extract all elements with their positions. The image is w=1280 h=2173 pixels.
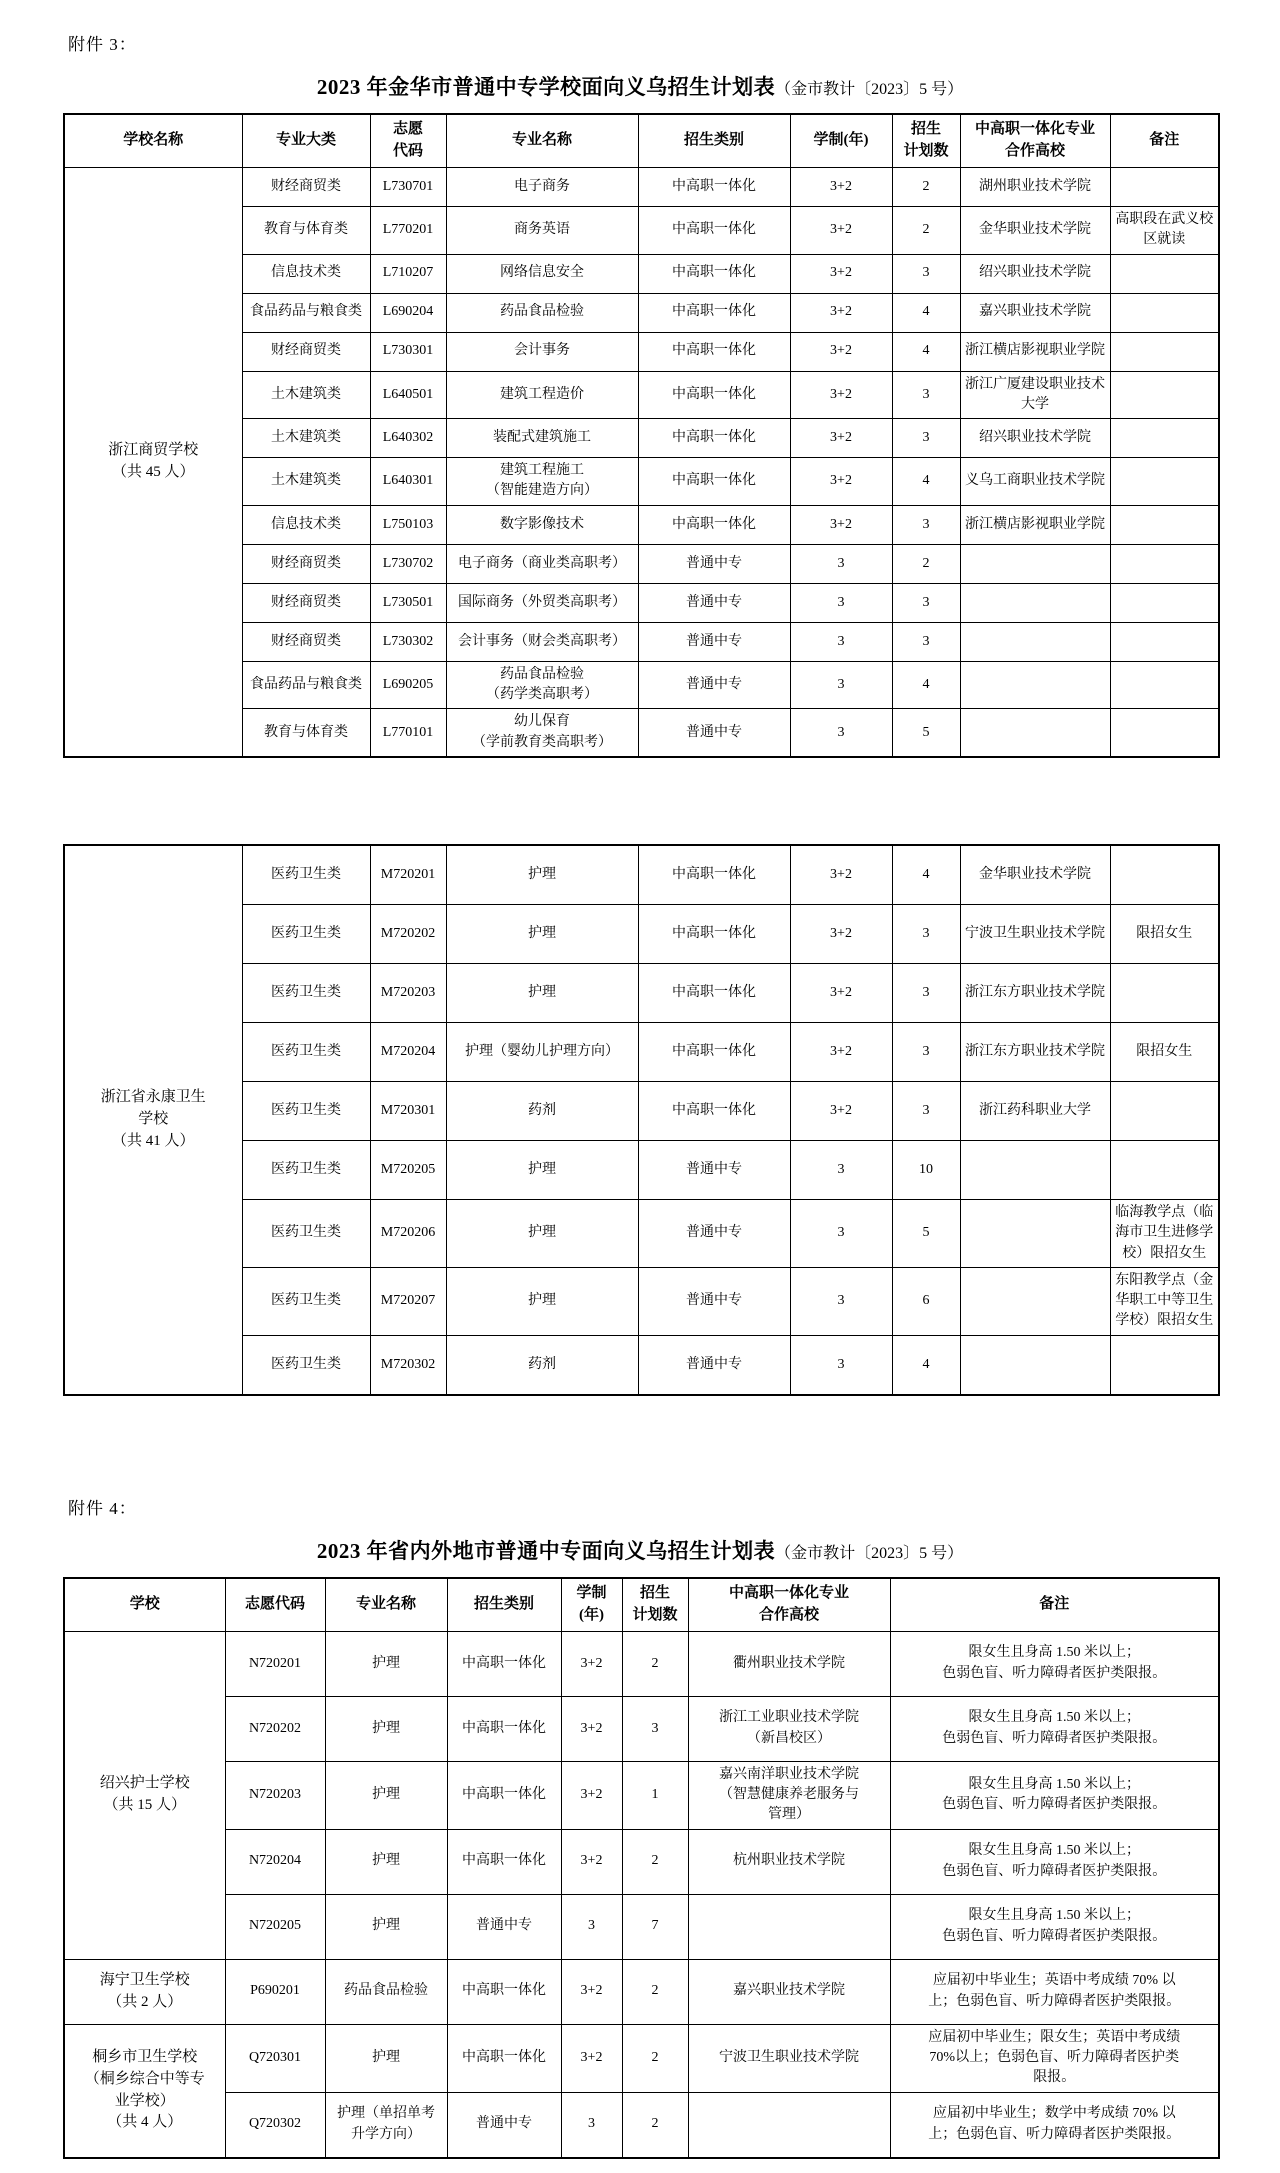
- quota-cell: 3: [892, 419, 960, 458]
- column-header: 学校: [64, 1578, 225, 1632]
- attachment4-label: 附件 4：: [68, 1498, 137, 1518]
- remark-cell: 应届初中毕业生；英语中考成绩 70% 以 上；色弱色盲、听力障碍者医护类限报。: [890, 1959, 1219, 2024]
- table-row: [64, 2092, 1219, 2158]
- duration-cell: 3: [790, 583, 892, 622]
- college-cell: [960, 583, 1110, 622]
- remark-cell: 限女生且身高 1.50 米以上； 色弱色盲、听力障碍者医护类限报。: [890, 1829, 1219, 1894]
- major-cell: 护理: [325, 1761, 447, 1829]
- major-cell: 国际商务（外贸类高职考）: [446, 583, 638, 622]
- enroll-type-cell: 中高职一体化: [447, 1631, 561, 1696]
- duration-cell: 3+2: [790, 254, 892, 293]
- category-cell: 土木建筑类: [242, 419, 370, 458]
- jinhua-plan-table-part1: [63, 113, 1220, 758]
- enroll-type-cell: 普通中专: [638, 1199, 790, 1267]
- duration-cell: 3+2: [561, 1959, 622, 2024]
- major-cell: 护理: [446, 845, 638, 905]
- quota-cell: 2: [892, 207, 960, 255]
- column-header: 备注: [890, 1578, 1219, 1632]
- code-cell: M720201: [370, 845, 446, 905]
- attachment3-title: [0, 71, 1280, 101]
- remark-cell: [1110, 1335, 1219, 1395]
- code-cell: M720206: [370, 1199, 446, 1267]
- remark-cell: [1110, 254, 1219, 293]
- college-cell: 浙江东方职业技术学院: [960, 963, 1110, 1022]
- quota-cell: 3: [892, 1022, 960, 1081]
- enroll-type-cell: 普通中专: [638, 1267, 790, 1335]
- major-cell: 会计事务（财会类高职考）: [446, 622, 638, 661]
- attachment4-title-text: 2023 年省内外地市普通中专面向义乌招生计划表: [316, 1538, 776, 1563]
- college-cell: 杭州职业技术学院: [688, 1829, 890, 1894]
- code-cell: M720207: [370, 1267, 446, 1335]
- duration-cell: 3: [790, 1335, 892, 1395]
- duration-cell: 3: [561, 2092, 622, 2158]
- enroll-type-cell: 中高职一体化: [638, 371, 790, 419]
- remark-cell: [1110, 661, 1219, 709]
- major-cell: 商务英语: [446, 207, 638, 255]
- jinhua-plan-table-part2: [63, 844, 1220, 1396]
- code-cell: N720201: [225, 1631, 325, 1696]
- major-cell: 护理（婴幼儿护理方向）: [446, 1022, 638, 1081]
- enroll-type-cell: 中高职一体化: [638, 168, 790, 207]
- quota-cell: 2: [622, 2024, 688, 2092]
- code-cell: L730302: [370, 622, 446, 661]
- remark-cell: [1110, 1140, 1219, 1199]
- category-cell: 医药卫生类: [242, 1140, 370, 1199]
- major-cell: 药剂: [446, 1081, 638, 1140]
- quota-cell: 3: [892, 583, 960, 622]
- quota-cell: 4: [892, 332, 960, 371]
- duration-cell: 3+2: [561, 1696, 622, 1761]
- major-cell: 护理: [325, 1894, 447, 1959]
- column-header: 中高职一体化专业 合作高校: [688, 1578, 890, 1632]
- quota-cell: 3: [892, 371, 960, 419]
- major-cell: 幼儿保育 （学前教育类高职考）: [446, 709, 638, 757]
- category-cell: 医药卫生类: [242, 1022, 370, 1081]
- category-cell: 土木建筑类: [242, 458, 370, 506]
- category-cell: 财经商贸类: [242, 622, 370, 661]
- college-cell: 绍兴职业技术学院: [960, 254, 1110, 293]
- college-cell: [960, 709, 1110, 757]
- major-cell: 药品食品检验: [446, 293, 638, 332]
- remark-cell: [1110, 419, 1219, 458]
- category-cell: 财经商贸类: [242, 332, 370, 371]
- category-cell: 教育与体育类: [242, 709, 370, 757]
- duration-cell: 3+2: [790, 419, 892, 458]
- major-cell: 会计事务: [446, 332, 638, 371]
- enroll-type-cell: 普通中专: [638, 661, 790, 709]
- category-cell: 医药卫生类: [242, 1335, 370, 1395]
- major-cell: 数字影像技术: [446, 505, 638, 544]
- remark-cell: 应届初中毕业生；数学中考成绩 70% 以 上；色弱色盲、听力障碍者医护类限报。: [890, 2092, 1219, 2158]
- enroll-type-cell: 中高职一体化: [638, 332, 790, 371]
- college-cell: [688, 1894, 890, 1959]
- enroll-type-cell: 中高职一体化: [447, 1829, 561, 1894]
- enroll-type-cell: 普通中专: [638, 583, 790, 622]
- column-header: 专业名称: [446, 114, 638, 168]
- college-cell: 绍兴职业技术学院: [960, 419, 1110, 458]
- remark-cell: 应届初中毕业生；限女生；英语中考成绩 70%以上；色弱色盲、听力障碍者医护类 限报。: [890, 2024, 1219, 2092]
- college-cell: 义乌工商职业技术学院: [960, 458, 1110, 506]
- duration-cell: 3+2: [790, 1081, 892, 1140]
- table-row: [64, 2024, 1219, 2092]
- remark-cell: [1110, 709, 1219, 757]
- quota-cell: 5: [892, 1199, 960, 1267]
- quota-cell: 4: [892, 661, 960, 709]
- table-row: [64, 1696, 1219, 1761]
- college-cell: [960, 622, 1110, 661]
- duration-cell: 3: [790, 544, 892, 583]
- header-row: [64, 114, 1219, 168]
- category-cell: 食品药品与粮食类: [242, 293, 370, 332]
- enroll-type-cell: 中高职一体化: [638, 458, 790, 506]
- enroll-type-cell: 普通中专: [638, 622, 790, 661]
- code-cell: L770101: [370, 709, 446, 757]
- code-cell: L730301: [370, 332, 446, 371]
- enroll-type-cell: 中高职一体化: [638, 293, 790, 332]
- major-cell: 护理: [325, 2024, 447, 2092]
- remark-cell: [1110, 845, 1219, 905]
- remark-cell: [1110, 622, 1219, 661]
- major-cell: 护理: [325, 1829, 447, 1894]
- table-row: [64, 1631, 1219, 1696]
- category-cell: 医药卫生类: [242, 845, 370, 905]
- duration-cell: 3: [790, 1199, 892, 1267]
- code-cell: M720204: [370, 1022, 446, 1081]
- college-cell: [960, 544, 1110, 583]
- category-cell: 医药卫生类: [242, 1267, 370, 1335]
- college-cell: 宁波卫生职业技术学院: [960, 904, 1110, 963]
- code-cell: N720204: [225, 1829, 325, 1894]
- major-cell: 建筑工程施工 （智能建造方向）: [446, 458, 638, 506]
- remark-cell: 限女生且身高 1.50 米以上； 色弱色盲、听力障碍者医护类限报。: [890, 1631, 1219, 1696]
- major-cell: 护理: [446, 1199, 638, 1267]
- column-header: 招生 计划数: [892, 114, 960, 168]
- quota-cell: 3: [622, 1696, 688, 1761]
- duration-cell: 3+2: [561, 1761, 622, 1829]
- category-cell: 食品药品与粮食类: [242, 661, 370, 709]
- code-cell: N720205: [225, 1894, 325, 1959]
- major-cell: 建筑工程造价: [446, 371, 638, 419]
- remark-cell: [1110, 458, 1219, 506]
- college-cell: 浙江横店影视职业学院: [960, 505, 1110, 544]
- code-cell: Q720301: [225, 2024, 325, 2092]
- college-cell: 嘉兴南洋职业技术学院 （智慧健康养老服务与 管理）: [688, 1761, 890, 1829]
- enroll-type-cell: 中高职一体化: [638, 845, 790, 905]
- code-cell: N720203: [225, 1761, 325, 1829]
- code-cell: L690205: [370, 661, 446, 709]
- quota-cell: 10: [892, 1140, 960, 1199]
- college-cell: 浙江东方职业技术学院: [960, 1022, 1110, 1081]
- major-cell: 护理: [446, 1267, 638, 1335]
- quota-cell: 4: [892, 458, 960, 506]
- enroll-type-cell: 普通中专: [447, 2092, 561, 2158]
- remark-cell: [1110, 332, 1219, 371]
- remark-cell: [1110, 963, 1219, 1022]
- table-row: [64, 1894, 1219, 1959]
- code-cell: L640302: [370, 419, 446, 458]
- quota-cell: 3: [892, 505, 960, 544]
- school-name-cell: 绍兴护士学校 （共 15 人）: [64, 1631, 225, 1959]
- college-cell: 嘉兴职业技术学院: [960, 293, 1110, 332]
- duration-cell: 3+2: [561, 1829, 622, 1894]
- remark-cell: [1110, 544, 1219, 583]
- enroll-type-cell: 普通中专: [638, 1335, 790, 1395]
- quota-cell: 3: [892, 963, 960, 1022]
- college-cell: [960, 1199, 1110, 1267]
- quota-cell: 2: [892, 544, 960, 583]
- college-cell: [688, 2092, 890, 2158]
- quota-cell: 2: [622, 2092, 688, 2158]
- duration-cell: 3+2: [790, 963, 892, 1022]
- quota-cell: 3: [892, 254, 960, 293]
- duration-cell: 3+2: [790, 168, 892, 207]
- major-cell: 护理: [446, 963, 638, 1022]
- duration-cell: 3+2: [790, 1022, 892, 1081]
- enroll-type-cell: 中高职一体化: [638, 419, 790, 458]
- duration-cell: 3+2: [790, 332, 892, 371]
- table-row: [64, 1959, 1219, 2024]
- enroll-type-cell: 中高职一体化: [638, 1022, 790, 1081]
- code-cell: L730501: [370, 583, 446, 622]
- college-cell: 浙江广厦建设职业技术大学: [960, 371, 1110, 419]
- enroll-type-cell: 中高职一体化: [638, 1081, 790, 1140]
- column-header: 中高职一体化专业 合作高校: [960, 114, 1110, 168]
- duration-cell: 3: [790, 1140, 892, 1199]
- enroll-type-cell: 中高职一体化: [447, 1761, 561, 1829]
- table-row: [64, 168, 1219, 207]
- column-header: 招生类别: [447, 1578, 561, 1632]
- category-cell: 财经商贸类: [242, 583, 370, 622]
- college-cell: 金华职业技术学院: [960, 207, 1110, 255]
- major-cell: 药剂: [446, 1335, 638, 1395]
- enroll-type-cell: 普通中专: [638, 1140, 790, 1199]
- duration-cell: 3+2: [561, 2024, 622, 2092]
- school-name-cell: 海宁卫生学校 （共 2 人）: [64, 1959, 225, 2024]
- major-cell: 网络信息安全: [446, 254, 638, 293]
- quota-cell: 3: [892, 622, 960, 661]
- province-plan-table: [63, 1577, 1220, 2159]
- code-cell: Q720302: [225, 2092, 325, 2158]
- duration-cell: 3+2: [790, 505, 892, 544]
- duration-cell: 3+2: [790, 207, 892, 255]
- code-cell: M720203: [370, 963, 446, 1022]
- column-header: 学校名称: [64, 114, 242, 168]
- duration-cell: 3+2: [790, 371, 892, 419]
- category-cell: 财经商贸类: [242, 544, 370, 583]
- remark-cell: 限招女生: [1110, 1022, 1219, 1081]
- category-cell: 医药卫生类: [242, 963, 370, 1022]
- quota-cell: 4: [892, 293, 960, 332]
- college-cell: 浙江横店影视职业学院: [960, 332, 1110, 371]
- attachment4-title-suffix: （金市教计〔2023〕5 号）: [775, 1544, 964, 1562]
- duration-cell: 3+2: [790, 293, 892, 332]
- enroll-type-cell: 普通中专: [638, 544, 790, 583]
- school-name-cell: 浙江商贸学校 （共 45 人）: [64, 168, 242, 757]
- college-cell: [960, 1140, 1110, 1199]
- remark-cell: [1110, 1081, 1219, 1140]
- code-cell: N720202: [225, 1696, 325, 1761]
- duration-cell: 3: [790, 622, 892, 661]
- code-cell: M720202: [370, 904, 446, 963]
- school-name-cell: 桐乡市卫生学校 （桐乡综合中等专 业学校） （共 4 人）: [64, 2024, 225, 2157]
- major-cell: 护理: [325, 1696, 447, 1761]
- remark-cell: 限女生且身高 1.50 米以上； 色弱色盲、听力障碍者医护类限报。: [890, 1761, 1219, 1829]
- category-cell: 教育与体育类: [242, 207, 370, 255]
- enroll-type-cell: 中高职一体化: [638, 505, 790, 544]
- remark-cell: [1110, 371, 1219, 419]
- quota-cell: 3: [892, 1081, 960, 1140]
- college-cell: [960, 1335, 1110, 1395]
- code-cell: L640301: [370, 458, 446, 506]
- code-cell: L730702: [370, 544, 446, 583]
- duration-cell: 3: [790, 661, 892, 709]
- duration-cell: 3+2: [561, 1631, 622, 1696]
- enroll-type-cell: 普通中专: [638, 709, 790, 757]
- code-cell: M720302: [370, 1335, 446, 1395]
- major-cell: 护理（单招单考 升学方向）: [325, 2092, 447, 2158]
- code-cell: L770201: [370, 207, 446, 255]
- code-cell: M720301: [370, 1081, 446, 1140]
- quota-cell: 1: [622, 1761, 688, 1829]
- remark-cell: [1110, 293, 1219, 332]
- quota-cell: 2: [622, 1631, 688, 1696]
- remark-cell: 东阳教学点（金华职工中等卫生学校）限招女生: [1110, 1267, 1219, 1335]
- duration-cell: 3: [790, 709, 892, 757]
- column-header: 专业大类: [242, 114, 370, 168]
- column-header: 招生 计划数: [622, 1578, 688, 1632]
- column-header: 志愿代码: [225, 1578, 325, 1632]
- major-cell: 电子商务（商业类高职考）: [446, 544, 638, 583]
- major-cell: 护理: [325, 1631, 447, 1696]
- code-cell: L710207: [370, 254, 446, 293]
- header-row: [64, 1578, 1219, 1632]
- college-cell: 湖州职业技术学院: [960, 168, 1110, 207]
- college-cell: 浙江药科职业大学: [960, 1081, 1110, 1140]
- college-cell: [960, 661, 1110, 709]
- remark-cell: [1110, 505, 1219, 544]
- enroll-type-cell: 中高职一体化: [447, 1696, 561, 1761]
- college-cell: 嘉兴职业技术学院: [688, 1959, 890, 2024]
- category-cell: 信息技术类: [242, 505, 370, 544]
- major-cell: 护理: [446, 904, 638, 963]
- enroll-type-cell: 中高职一体化: [638, 904, 790, 963]
- code-cell: P690201: [225, 1959, 325, 2024]
- college-cell: [960, 1267, 1110, 1335]
- duration-cell: 3+2: [790, 458, 892, 506]
- category-cell: 医药卫生类: [242, 904, 370, 963]
- category-cell: 财经商贸类: [242, 168, 370, 207]
- quota-cell: 2: [622, 1959, 688, 2024]
- column-header: 专业名称: [325, 1578, 447, 1632]
- duration-cell: 3: [790, 1267, 892, 1335]
- column-header: 招生类别: [638, 114, 790, 168]
- college-cell: 衢州职业技术学院: [688, 1631, 890, 1696]
- column-header: 学制 (年): [561, 1578, 622, 1632]
- remark-cell: 限招女生: [1110, 904, 1219, 963]
- column-header: 备注: [1110, 114, 1219, 168]
- enroll-type-cell: 中高职一体化: [638, 254, 790, 293]
- attachment4-title: [0, 1535, 1280, 1565]
- school-name-cell: 浙江省永康卫生 学校 （共 41 人）: [64, 845, 242, 1395]
- enroll-type-cell: 中高职一体化: [638, 207, 790, 255]
- table-row: [64, 1829, 1219, 1894]
- category-cell: 信息技术类: [242, 254, 370, 293]
- quota-cell: 4: [892, 1335, 960, 1395]
- remark-cell: 限女生且身高 1.50 米以上； 色弱色盲、听力障碍者医护类限报。: [890, 1894, 1219, 1959]
- code-cell: M720205: [370, 1140, 446, 1199]
- attachment3-label: 附件 3：: [68, 35, 137, 54]
- code-cell: L730701: [370, 168, 446, 207]
- remark-cell: 高职段在武义校区就读: [1110, 207, 1219, 255]
- quota-cell: 6: [892, 1267, 960, 1335]
- quota-cell: 5: [892, 709, 960, 757]
- remark-cell: 限女生且身高 1.50 米以上； 色弱色盲、听力障碍者医护类限报。: [890, 1696, 1219, 1761]
- column-header: 志愿 代码: [370, 114, 446, 168]
- major-cell: 药品食品检验: [325, 1959, 447, 2024]
- college-cell: 宁波卫生职业技术学院: [688, 2024, 890, 2092]
- enroll-type-cell: 中高职一体化: [447, 1959, 561, 2024]
- duration-cell: 3+2: [790, 845, 892, 905]
- quota-cell: 4: [892, 845, 960, 905]
- quota-cell: 3: [892, 904, 960, 963]
- attachment3-title-suffix: （金市教计〔2023〕5 号）: [775, 81, 964, 98]
- remark-cell: [1110, 168, 1219, 207]
- quota-cell: 7: [622, 1894, 688, 1959]
- enroll-type-cell: 普通中专: [447, 1894, 561, 1959]
- major-cell: 药品食品检验 （药学类高职考）: [446, 661, 638, 709]
- remark-cell: 临海教学点（临海市卫生进修学校）限招女生: [1110, 1199, 1219, 1267]
- table-row: [64, 1761, 1219, 1829]
- duration-cell: 3+2: [790, 904, 892, 963]
- category-cell: 医药卫生类: [242, 1081, 370, 1140]
- quota-cell: 2: [892, 168, 960, 207]
- college-cell: 浙江工业职业技术学院 （新昌校区）: [688, 1696, 890, 1761]
- enroll-type-cell: 中高职一体化: [447, 2024, 561, 2092]
- category-cell: 土木建筑类: [242, 371, 370, 419]
- code-cell: L640501: [370, 371, 446, 419]
- major-cell: 装配式建筑施工: [446, 419, 638, 458]
- enroll-type-cell: 中高职一体化: [638, 963, 790, 1022]
- attachment3-title-text: 2023 年金华市普通中专学校面向义乌招生计划表: [316, 75, 776, 99]
- table-row: [64, 845, 1219, 905]
- code-cell: L750103: [370, 505, 446, 544]
- college-cell: 金华职业技术学院: [960, 845, 1110, 905]
- remark-cell: [1110, 583, 1219, 622]
- column-header: 学制(年): [790, 114, 892, 168]
- code-cell: L690204: [370, 293, 446, 332]
- major-cell: 电子商务: [446, 168, 638, 207]
- quota-cell: 2: [622, 1829, 688, 1894]
- major-cell: 护理: [446, 1140, 638, 1199]
- duration-cell: 3: [561, 1894, 622, 1959]
- category-cell: 医药卫生类: [242, 1199, 370, 1267]
